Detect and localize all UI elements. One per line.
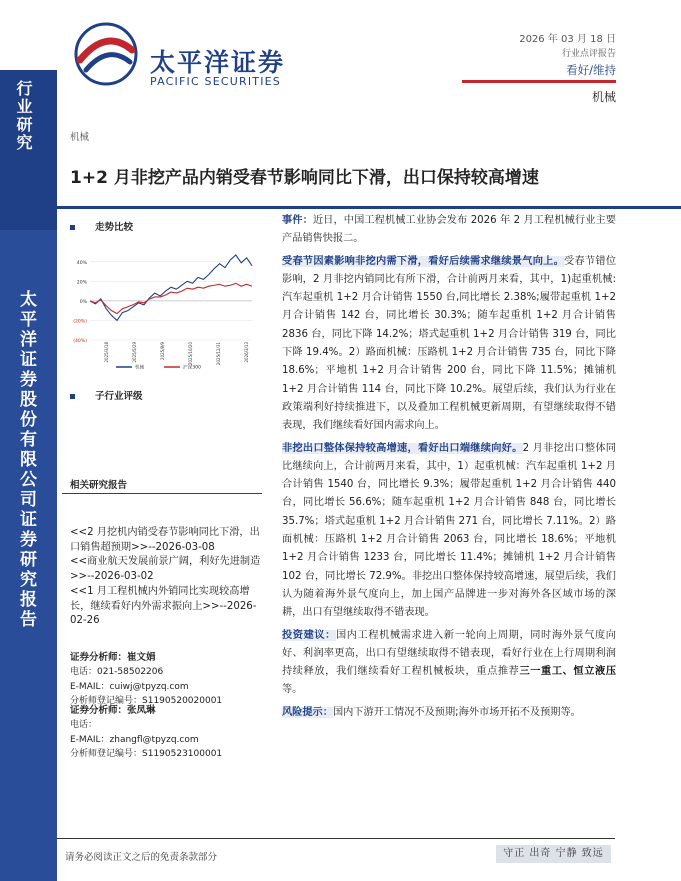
- analyst-tel: 电话：: [70, 720, 98, 731]
- bullet-square-icon: [70, 225, 75, 230]
- report-date: 2026 年 03 月 18 日: [519, 34, 616, 45]
- x-tick-label: 2025/10/20: [188, 342, 193, 366]
- rating: 看好/维持: [566, 63, 616, 77]
- domestic-paragraph: [282, 253, 616, 436]
- chart-grid: [90, 262, 252, 340]
- export-heading: 非挖出口整体保持较高增速，看好出口端继续向好。: [282, 442, 523, 454]
- chart-legend: [116, 364, 201, 371]
- analyst-card: [70, 704, 270, 762]
- chart-lines: [90, 255, 252, 321]
- risk-paragraph: [282, 704, 616, 722]
- legend-label: 机械: [135, 365, 145, 371]
- bullet-square-icon: [70, 394, 75, 399]
- analyst-tel: 电话：021-58502206: [70, 667, 164, 678]
- x-tick-label: 2025/8/9: [160, 342, 165, 360]
- sector-tag: 机械: [591, 90, 616, 104]
- investment-paragraph: [282, 627, 616, 700]
- y-tick-label: (20%): [73, 319, 87, 325]
- page-title: 1+2 月非挖产品内销受春节影响同比下滑，出口保持较高增速: [70, 168, 539, 188]
- logo-en: PACIFIC SECURITIES: [150, 75, 281, 88]
- risk-heading: 风险提示：: [282, 706, 333, 718]
- x-tick-label: 2025/5/29: [132, 342, 137, 363]
- stock-picks: 三一重工、恒立液压: [519, 666, 617, 678]
- footer-rule: [57, 838, 615, 839]
- trend-chart: [68, 246, 258, 374]
- main-body: [282, 212, 616, 722]
- y-tick-label: (40%): [73, 339, 87, 344]
- investment-heading: 投资建议：: [282, 629, 336, 641]
- investment-text: 国内工程机械需求进入新一轮向上周期，同时海外景气度向好、利润率更高，出口有望继续取得不错表现，看好行业在上行周期利润持续释放，我们继续看好工程机械板块，重点推荐: [282, 629, 616, 678]
- trend-heading-text: 走势比较: [95, 222, 134, 233]
- footer-disclaimer: 请务必阅读正文之后的免责条款部分: [65, 852, 218, 863]
- export-paragraph: [282, 440, 616, 623]
- logo-icon: [72, 20, 140, 88]
- related-item[interactable]: <<2 月挖机内销受春节影响同比下滑，出口销售超预期>>--2026-03-08: [70, 527, 260, 553]
- event-text: 近日，中国工程机械工业协会发布 2026 年 2 月工程机械行业主要产品销售快报二。: [282, 215, 616, 245]
- related-item[interactable]: <<1 月工程机械内外销同比实现较高增长，继续看好内外需求振向上>>--2026-02-26: [70, 585, 257, 627]
- domestic-text: 受春节错位影响，2 月非挖内销同比有所下滑，合计前两月来看，其中，1)起重机械:汽车起重机 1+2 月合计销售 1550 台,同比增长 2.38%;履带起重机 1+2 月合计销售 142 台，同比增长 30.3%；随车起重机 1+2 月合计销售 2836 台，同比下降 14.2%；塔式起重机 1+2 月合计销售 319 台，同比下降 19.4%。2）路面机械：压路机 1+2 月合计销售 735 台，同比下降 18.6%；平地机 1+2 月合计销售 200 台，同比下降 11.5%；摊铺机 1+2 月合计销售 114 台，同比下降 10.2%。展望后续，我们认为行业在政策端利好持续推进下，以及叠加工程机械更新周期，有望继续取得不错表现，我们继续看好国内需求向上。: [282, 255, 617, 432]
- sector-label: 机械: [70, 132, 90, 143]
- analyst-cert: 分析师登记编号：S1190523100001: [70, 749, 223, 760]
- related-rule: [62, 493, 262, 494]
- analyst-cert: 分析师登记编号：S1190520020001: [70, 696, 223, 707]
- related-heading: 相关研究报告: [70, 480, 128, 491]
- export-text: 2 月非挖出口整体同比继续向上，合计前两月来看，其中，1）起重机械：汽车起重机 1+2 月合计销售 1540 台，同比增长 9.3%；履带起重机 1+2 月合计销售 440 台，同比增长 56.6%；随车起重机 1+2 月合计销售 848 台，同比增长 35.7%；塔式起重机 1+2 月合计销售 271 台，同比增长 7.11%。2）路面机械：压路机 1+2 月合计销售 2063 台，同比增长 18.6%；平地机 1+2 月合计销售 1233 台，同比增长 11.4%；摊铺机 1+2 月合计销售 102 台，同比增长 72.9%。非挖出口整体保持较高增速，展望后续，我们认为随着海外景气度向上，加上国产品牌进一步对海外各区域市场的深耕，出口有望继续取得不错表现。: [282, 442, 616, 619]
- sub-industry-heading: [70, 388, 143, 402]
- x-tick-label: 2025/12/31: [216, 342, 221, 366]
- analyst-card: [70, 651, 270, 709]
- y-tick-label: 0%: [79, 299, 87, 305]
- event-paragraph: [282, 212, 616, 249]
- trend-heading: [70, 219, 133, 233]
- event-label: 事件：: [282, 215, 313, 226]
- company-report-label: 太平洋证券股份有限公司证券研究报告: [16, 290, 36, 630]
- chart-x-ticks: [104, 342, 249, 366]
- x-tick-label: 2026/3/13: [244, 342, 249, 363]
- analyst-name: 证券分析师：崔文娟: [70, 652, 156, 663]
- analyst-name: 证券分析师：张凤琳: [70, 705, 156, 716]
- report-category: 行业研究: [14, 80, 33, 152]
- legend-label: 沪深300: [183, 365, 201, 371]
- series-line-机械: [90, 255, 252, 321]
- logo-cn: 太平洋证券: [150, 48, 286, 77]
- y-tick-label: 20%: [76, 280, 87, 286]
- investment-end: 等。: [282, 684, 303, 696]
- sub-heading-text: 子行业评级: [95, 391, 143, 402]
- footer-motto: 守正 出奇 宁静 致远: [496, 845, 611, 863]
- analyst-email[interactable]: E-MAIL：zhangfl@tpyzq.com: [70, 734, 199, 745]
- title-rule: [57, 206, 681, 209]
- related-item[interactable]: <<商业航天发展前景广阔，利好先进制造>>--2026-03-02: [70, 556, 261, 583]
- header-rule: [462, 80, 616, 83]
- x-tick-label: 2025/3/18: [104, 342, 109, 363]
- domestic-heading: 受春节因素影响非挖内需下滑，看好后续需求继续景气向上。: [282, 255, 565, 267]
- y-tick-label: 40%: [76, 260, 87, 266]
- related-list: [70, 526, 262, 629]
- chart-y-ticks: [73, 260, 87, 344]
- analyst-email[interactable]: E-MAIL：cuiwj@tpyzq.com: [70, 681, 189, 692]
- report-type: 行业点评报告: [561, 49, 616, 59]
- risk-text: 国内下游开工情况不及预期;海外市场开拓不及预期等。: [332, 706, 581, 718]
